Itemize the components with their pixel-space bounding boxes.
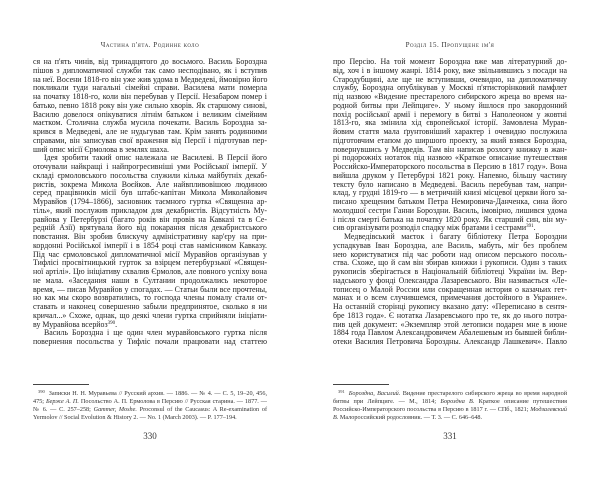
- line-text-tail: .: [115, 319, 118, 329]
- running-head: Розділ 15. Пропущене ім'я: [405, 41, 495, 49]
- right-page: [333, 0, 567, 481]
- footnote-number: 390: [38, 389, 45, 394]
- line-text: манах и о всем случившемся, примечания достойного в Украине».: [333, 293, 567, 303]
- line-text: ства. Схоже, що й сам він збирав книжки і рукописи. Один з таких: [333, 258, 567, 268]
- line-text: Василю довелося опікуватися літнім батьком і великим сімейним: [33, 109, 267, 119]
- footnote-divider: [33, 384, 89, 385]
- line-text: і після смерті батька на початку 1820 року. Як старший син, він му-: [333, 214, 567, 224]
- footnote-author: Бороздна, Василий.: [348, 390, 401, 397]
- line-text: но как мы скоро возвратились, то господа члены помалу стали от-: [33, 293, 267, 303]
- line-text: ся на п'ять чинів, від тринадцятого до восьмого. Василь Бороздна: [33, 57, 267, 66]
- footnote-author: Берже А. П.: [45, 398, 79, 405]
- line-text: Медведівський маєток і багату бібліотеку Петра Бороздни: [344, 232, 567, 241]
- line-text: рі подорожніх нотаток під назвою «Краткое описание путешествия: [333, 153, 567, 163]
- line-text: справами, він записував свої враження від Персії і підготував пер-: [33, 135, 267, 145]
- line-text: ший опис місії Єрмолова в землях шаха.: [33, 144, 169, 154]
- line-text: нею користуватися під час роботи над описом перського посоль-: [333, 249, 567, 259]
- line-text: кричал...» Схоже, однак, що деякі члени гуртка сприйняли ініціати-: [33, 310, 267, 320]
- line-text: равйова у Петербурзі (багато років він провів на Кавказі та в Се-: [33, 214, 267, 224]
- line-text: на неї. Восени 1818-го він уже жив удома в Медведеві, ймовірно його: [33, 74, 268, 84]
- line-text: під назвою «Видение престарелого сибирского жреца во время на-: [333, 92, 567, 101]
- line-text: маєтком. Столична служба мусила почекати. Василь Бороздна за-: [33, 118, 267, 128]
- line-text: Василь Бороздна і ще один член муравйовського гуртка після: [44, 328, 267, 338]
- footnote-author: Бороздна В.: [440, 398, 475, 405]
- line-text: ставать и наконец совершенно забыли предпринятое, сколько я ни: [33, 302, 267, 311]
- footnote-number: 391: [338, 389, 345, 394]
- line-text: батько, певно 1818 року він уже сильно хворів. Як старшому синові,: [33, 100, 267, 110]
- page-number: 331: [443, 431, 457, 441]
- line-text: клад, у грудні 1819-го — в метричній книзі місцевої церкви його за-: [333, 188, 567, 198]
- line-text: Тифлісі просвітницький гурток за взірцем петербурзької «Священ-: [33, 258, 267, 268]
- line-text: Российско-Императорского посольства в Персию в 1817 году». Вона: [333, 162, 567, 171]
- line-text: На останній сторінці рукопису вказано дату: «Переписано в сентя-: [333, 302, 567, 311]
- line-text: вийшла друком у Петербурзі 1821 року. Напевно, більшу частину: [333, 170, 567, 180]
- line-text: ристів, зокрема Микола Воєйков. Але найвпливовішою людиною: [33, 179, 267, 189]
- line-text: ної артілі». Цю ініціативу схвалив Єрмолов, але повного успіху вона: [33, 267, 267, 276]
- line-text: Муравйов (1794–1866), засновник таємного гуртка «Священна ар-: [33, 197, 267, 206]
- line-text: рукописів зберігається в Національній бібліотеці України ім. Вер-: [333, 267, 567, 276]
- running-head: Частина п'ята. Родинне коло: [100, 41, 200, 49]
- line-text: 1884 года Павлом Александровичем Абалешевым из бывшей библи-: [333, 328, 567, 338]
- footnote-text: Малороссийский родословник. — Т. 3. — С. 646–648.: [338, 414, 483, 421]
- line-text: Стародубщині, але ще не вступивши, очевидно, на дипломатичну: [333, 74, 567, 84]
- footnote-author: Модзалевский В.: [333, 406, 567, 421]
- footnote-text: Посольство А. П. Ермолова в Персию // Русская старина. — 1877. — № 6. — С. 257–258;: [33, 398, 267, 413]
- line-text: крився в Медведеві, але не нудьгував там. Крім занять родинними: [33, 127, 267, 136]
- line-text: писано хрещеним батьком Петра Немировича-Данченка, сина його: [333, 197, 567, 206]
- footnote-text: Записки Н. Н. Муравьева // Русский архив. — 1886. — № 4. — С. 5, 19–20, 456, 475;: [33, 390, 267, 405]
- line-text: тописец о Малой России или сокращенная история о казачьих гет-: [333, 284, 567, 294]
- footnote-text: Proconsul of the Caucasus: A Re-examination of Yermolov // Social Evolution & History 2. — No. 1 (March 2003). — P. 177–194.: [33, 406, 268, 421]
- body-text: [33, 58, 267, 347]
- footnote: [333, 388, 567, 422]
- footnote-text: Краткое описание путешествия Российско-Императорского посольства в Персию в 1817 г. — СПб., 1821;: [333, 398, 567, 413]
- line-text: тексту було написано в Медведеві. Василь перебував там, напри-: [333, 179, 567, 189]
- line-text: время, — писав Муравйов у спогадах. — Статьи были все прочтены,: [33, 284, 267, 294]
- footnote-author: Gammer, Moshe.: [93, 406, 137, 413]
- line-text: родной битвы при Лейпциге». У ньому йшлося про закордонний: [333, 100, 567, 110]
- line-text: про Персію. На той момент Бороздна вже мав літературний до-: [333, 57, 567, 66]
- line-text: Ідея зробити такий опис належала не Василеві. В Персії його: [44, 153, 267, 163]
- line-text: сив організувати розподіл спадку між братами і сестрами: [333, 223, 527, 233]
- footnote-ref: 391: [526, 224, 534, 230]
- line-text: не мала. «Заседания наши в Султании продолжались некоторое: [33, 275, 267, 285]
- line-text: на початку 1818-го, коли він перебував у Персії. Незабаром помер і: [33, 92, 267, 101]
- line-text: пив цей документ: «Экземпляр этой летописи подарен мне в июне: [333, 319, 567, 329]
- line-text: від, хоч і в іншому жанрі. 1814 року, вже звільнившись з посади на: [333, 65, 567, 75]
- line-text: складі єрмоловського посольства служили кілька майбутніх декаб-: [33, 170, 267, 180]
- line-text: службу, Бороздна опублікував у Москві п'ятисторінковий памфлет: [333, 83, 567, 93]
- line-text: йовим стаття мала ґрунтовніший характер і очевидно послужила: [333, 127, 567, 136]
- line-text: оточували найкращі і найпрогресивніші уми Російської імперії. У: [33, 162, 267, 171]
- left-page: [33, 0, 267, 481]
- line-text: Під час єрмоловської дипломатичної місії Муравйов організував у: [33, 249, 267, 259]
- line-text: тіль», який послужив прикладом для декабристів. Відсутність Му-: [33, 205, 267, 215]
- line-text: серед працівників місії був штабс-капітан Микола Миколайович: [33, 188, 267, 198]
- line-text: пішов з дипломатичної служби так само несподівано, як і вступив: [33, 65, 267, 75]
- line-text: молодшої сестри Ганни Бороздни. Василь, імовірно, лишився удома: [333, 205, 567, 215]
- footnote-ref: 390: [107, 320, 116, 326]
- line-text: 1813-го, яка змінила хід європейської історії. Замовлена Мурав-: [333, 118, 567, 128]
- line-text: повернувшись у Медведів. Там він написав розлогу книжку в жан-: [333, 144, 567, 154]
- line-text: повернення посольства у Тифліс почали працювати над статтею: [33, 337, 267, 346]
- line-text: кордонні Російської імперії і в 1854 році став намісником Кавказу.: [33, 240, 267, 250]
- text-line: [33, 338, 267, 347]
- line-text: повстання. Він зробив блискучу адміністративну кар'єру на при-: [33, 232, 267, 241]
- page-number: 330: [143, 431, 157, 441]
- line-text: похід російської армії і перемогу в битві з Наполеоном у жовтні: [333, 109, 567, 119]
- line-text: надського у фонді Олександра Лазаревського. Він називається «Ле-: [333, 275, 567, 285]
- line-text: покликали туди нагальні сімейні справи. Василева мати померла: [33, 83, 267, 93]
- line-text: підготовчим етапом до ширшого проекту, за який взявся Бороздна,: [333, 135, 567, 145]
- line-text: ву Муравйова всерйоз: [33, 319, 108, 329]
- line-text: успадкував Іван Бороздна, але Василь, мабуть, міг без проблем: [333, 240, 567, 250]
- footnote-text: Видение престарелого сибирского жреца во время народной битвы при Лейпциге. — М., 1814;: [333, 390, 568, 405]
- line-text: редній Азії) врятувала його від покарання після декабристського: [33, 223, 267, 233]
- line-text-tail: .: [533, 223, 536, 233]
- footnote: [33, 388, 267, 422]
- footnote-divider: [333, 384, 389, 385]
- text-line: [333, 338, 567, 347]
- line-text: отеки Василия Петровича Бороздны. Александр Лашкевич». Павло: [333, 337, 567, 346]
- body-text: [333, 58, 567, 347]
- line-text: бре 1813 года». Є нотатка Лазаревського про те, як до нього потра-: [333, 310, 567, 320]
